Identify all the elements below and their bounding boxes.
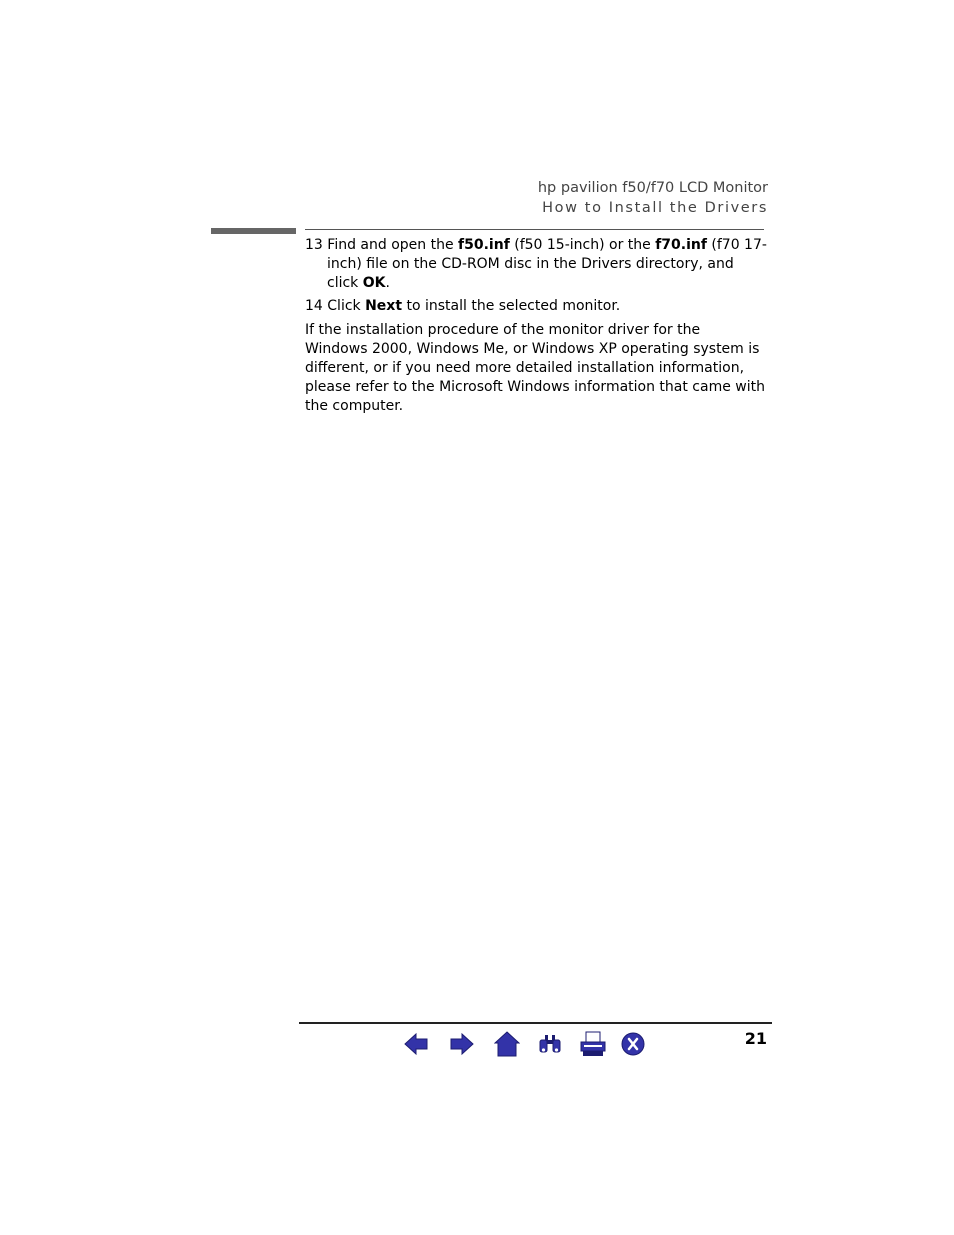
step-text: Click bbox=[327, 298, 366, 314]
step-text: Find and open the bbox=[327, 237, 459, 253]
step-text: to install the selected monitor. bbox=[402, 298, 621, 314]
header-chapter: How to Install the Drivers bbox=[542, 200, 768, 216]
print-icon bbox=[579, 1030, 607, 1058]
previous-page-icon bbox=[403, 1031, 429, 1057]
step-13 bbox=[305, 236, 767, 293]
step-number: 14 bbox=[305, 298, 323, 314]
file-name-f70: f70.inf bbox=[655, 237, 707, 253]
footer-rule bbox=[299, 1022, 772, 1024]
running-header bbox=[538, 178, 768, 218]
print-button[interactable] bbox=[578, 1029, 608, 1059]
header-product: hp pavilion f50/f70 LCD Monitor bbox=[537, 180, 768, 196]
step-number: 13 bbox=[305, 237, 323, 253]
step-text: (f70 17-inch) file on the CD-ROM disc in the Drivers directory, and click bbox=[327, 237, 767, 291]
next-page-button[interactable] bbox=[448, 1029, 476, 1059]
home-button[interactable] bbox=[493, 1029, 521, 1059]
next-page-icon bbox=[449, 1031, 475, 1057]
search-button[interactable] bbox=[536, 1029, 564, 1059]
step-text: (f50 15-inch) or the bbox=[509, 237, 656, 253]
next-label: Next bbox=[365, 298, 403, 314]
previous-page-button[interactable] bbox=[402, 1029, 430, 1059]
body-content bbox=[305, 236, 767, 416]
note-paragraph: If the installation procedure of the monitor driver for the Windows 2000, Windows Me, or Windows XP operating system is different, or if you need more detailed installation information, please refer to the Microsoft Windows information that came with the computer. bbox=[305, 322, 765, 414]
ok-label: OK bbox=[362, 275, 386, 291]
home-icon bbox=[494, 1030, 520, 1058]
step-text: . bbox=[385, 275, 390, 291]
step-14 bbox=[305, 297, 767, 316]
search-binoculars-icon bbox=[537, 1031, 563, 1057]
header-rule bbox=[305, 229, 764, 230]
exit-button[interactable] bbox=[619, 1029, 647, 1059]
exit-icon bbox=[620, 1031, 646, 1057]
file-name-f50: f50.inf bbox=[458, 237, 510, 253]
margin-bar bbox=[211, 228, 296, 234]
page-number: 21 bbox=[744, 1029, 767, 1048]
